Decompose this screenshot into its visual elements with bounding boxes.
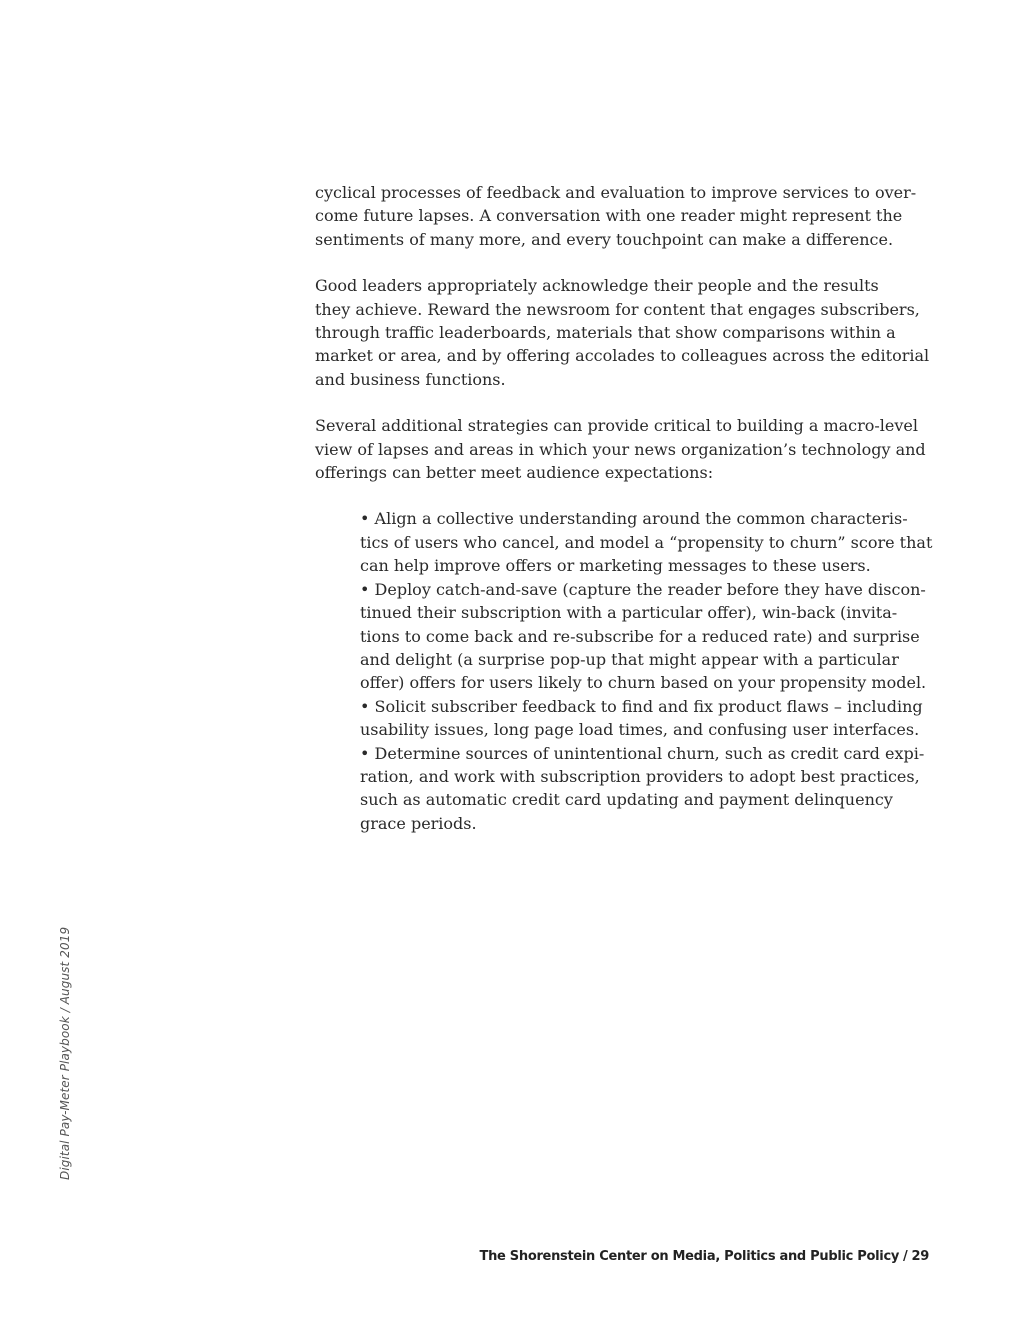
text-line: view of lapses and areas in which your news organization’s technology and — [315, 439, 926, 459]
text-line: • Determine sources of unintentional churn, such as credit card expi- — [360, 743, 925, 763]
page-number: 29 — [911, 1249, 929, 1264]
bullet-list — [315, 507, 935, 835]
text-line: come future lapses. A conversation with one reader might represent the — [315, 206, 903, 226]
text-line: usability issues, long page load times, and confusing user interfaces. — [360, 720, 920, 740]
text-line: tics of users who cancel, and model a “propensity to churn” score that — [360, 532, 933, 552]
bullet-item — [360, 507, 935, 577]
text-line: through traffic leaderboards, materials that show comparisons within a — [315, 323, 896, 343]
bullet-item — [360, 742, 935, 836]
text-line: • Align a collective understanding around the common characteris- — [360, 509, 908, 529]
body-text — [315, 181, 935, 835]
text-line: and business functions. — [315, 369, 506, 389]
text-line: and delight (a surprise pop-up that might appear with a particular — [360, 649, 899, 669]
text-line: tinued their subscription with a particular offer), win-back (invita- — [360, 603, 898, 623]
text-line: market or area, and by offering accolades to colleagues across the editorial — [315, 346, 930, 366]
text-line: sentiments of many more, and every touchpoint can make a difference. — [315, 229, 894, 249]
text-line: grace periods. — [360, 813, 477, 833]
side-caption: Digital Pay-Meter Playbook / August 2019 — [58, 926, 72, 1180]
paragraph — [315, 274, 935, 391]
footer-separator: / — [903, 1249, 908, 1264]
bullet-item — [360, 695, 935, 742]
text-line: tions to come back and re-subscribe for a reduced rate) and surprise — [360, 626, 920, 646]
text-line: Good leaders appropriately acknowledge their people and the results — [315, 276, 879, 296]
text-line: • Solicit subscriber feedback to find and fix product flaws – including — [360, 696, 923, 716]
text-line: they achieve. Reward the newsroom for content that engages subscribers, — [315, 299, 920, 319]
paragraph — [315, 181, 935, 251]
text-line: Several additional strategies can provide critical to building a macro-level — [315, 416, 919, 436]
footer-publisher: The Shorenstein Center on Media, Politics and Public Policy — [479, 1249, 900, 1264]
text-line: offerings can better meet audience expectations: — [315, 463, 714, 483]
bullet-item — [360, 578, 935, 695]
text-line: ration, and work with subscription providers to adopt best practices, — [360, 766, 920, 786]
paragraph — [315, 414, 935, 484]
text-line: • Deploy catch-and-save (capture the reader before they have discon- — [360, 579, 926, 599]
text-line: cyclical processes of feedback and evaluation to improve services to over- — [315, 183, 917, 202]
page-footer — [480, 1249, 929, 1264]
text-line: such as automatic credit card updating and payment delinquency — [360, 790, 893, 810]
text-line: offer) offers for users likely to churn based on your propensity model. — [360, 673, 927, 693]
text-line: can help improve offers or marketing messages to these users. — [360, 556, 871, 576]
